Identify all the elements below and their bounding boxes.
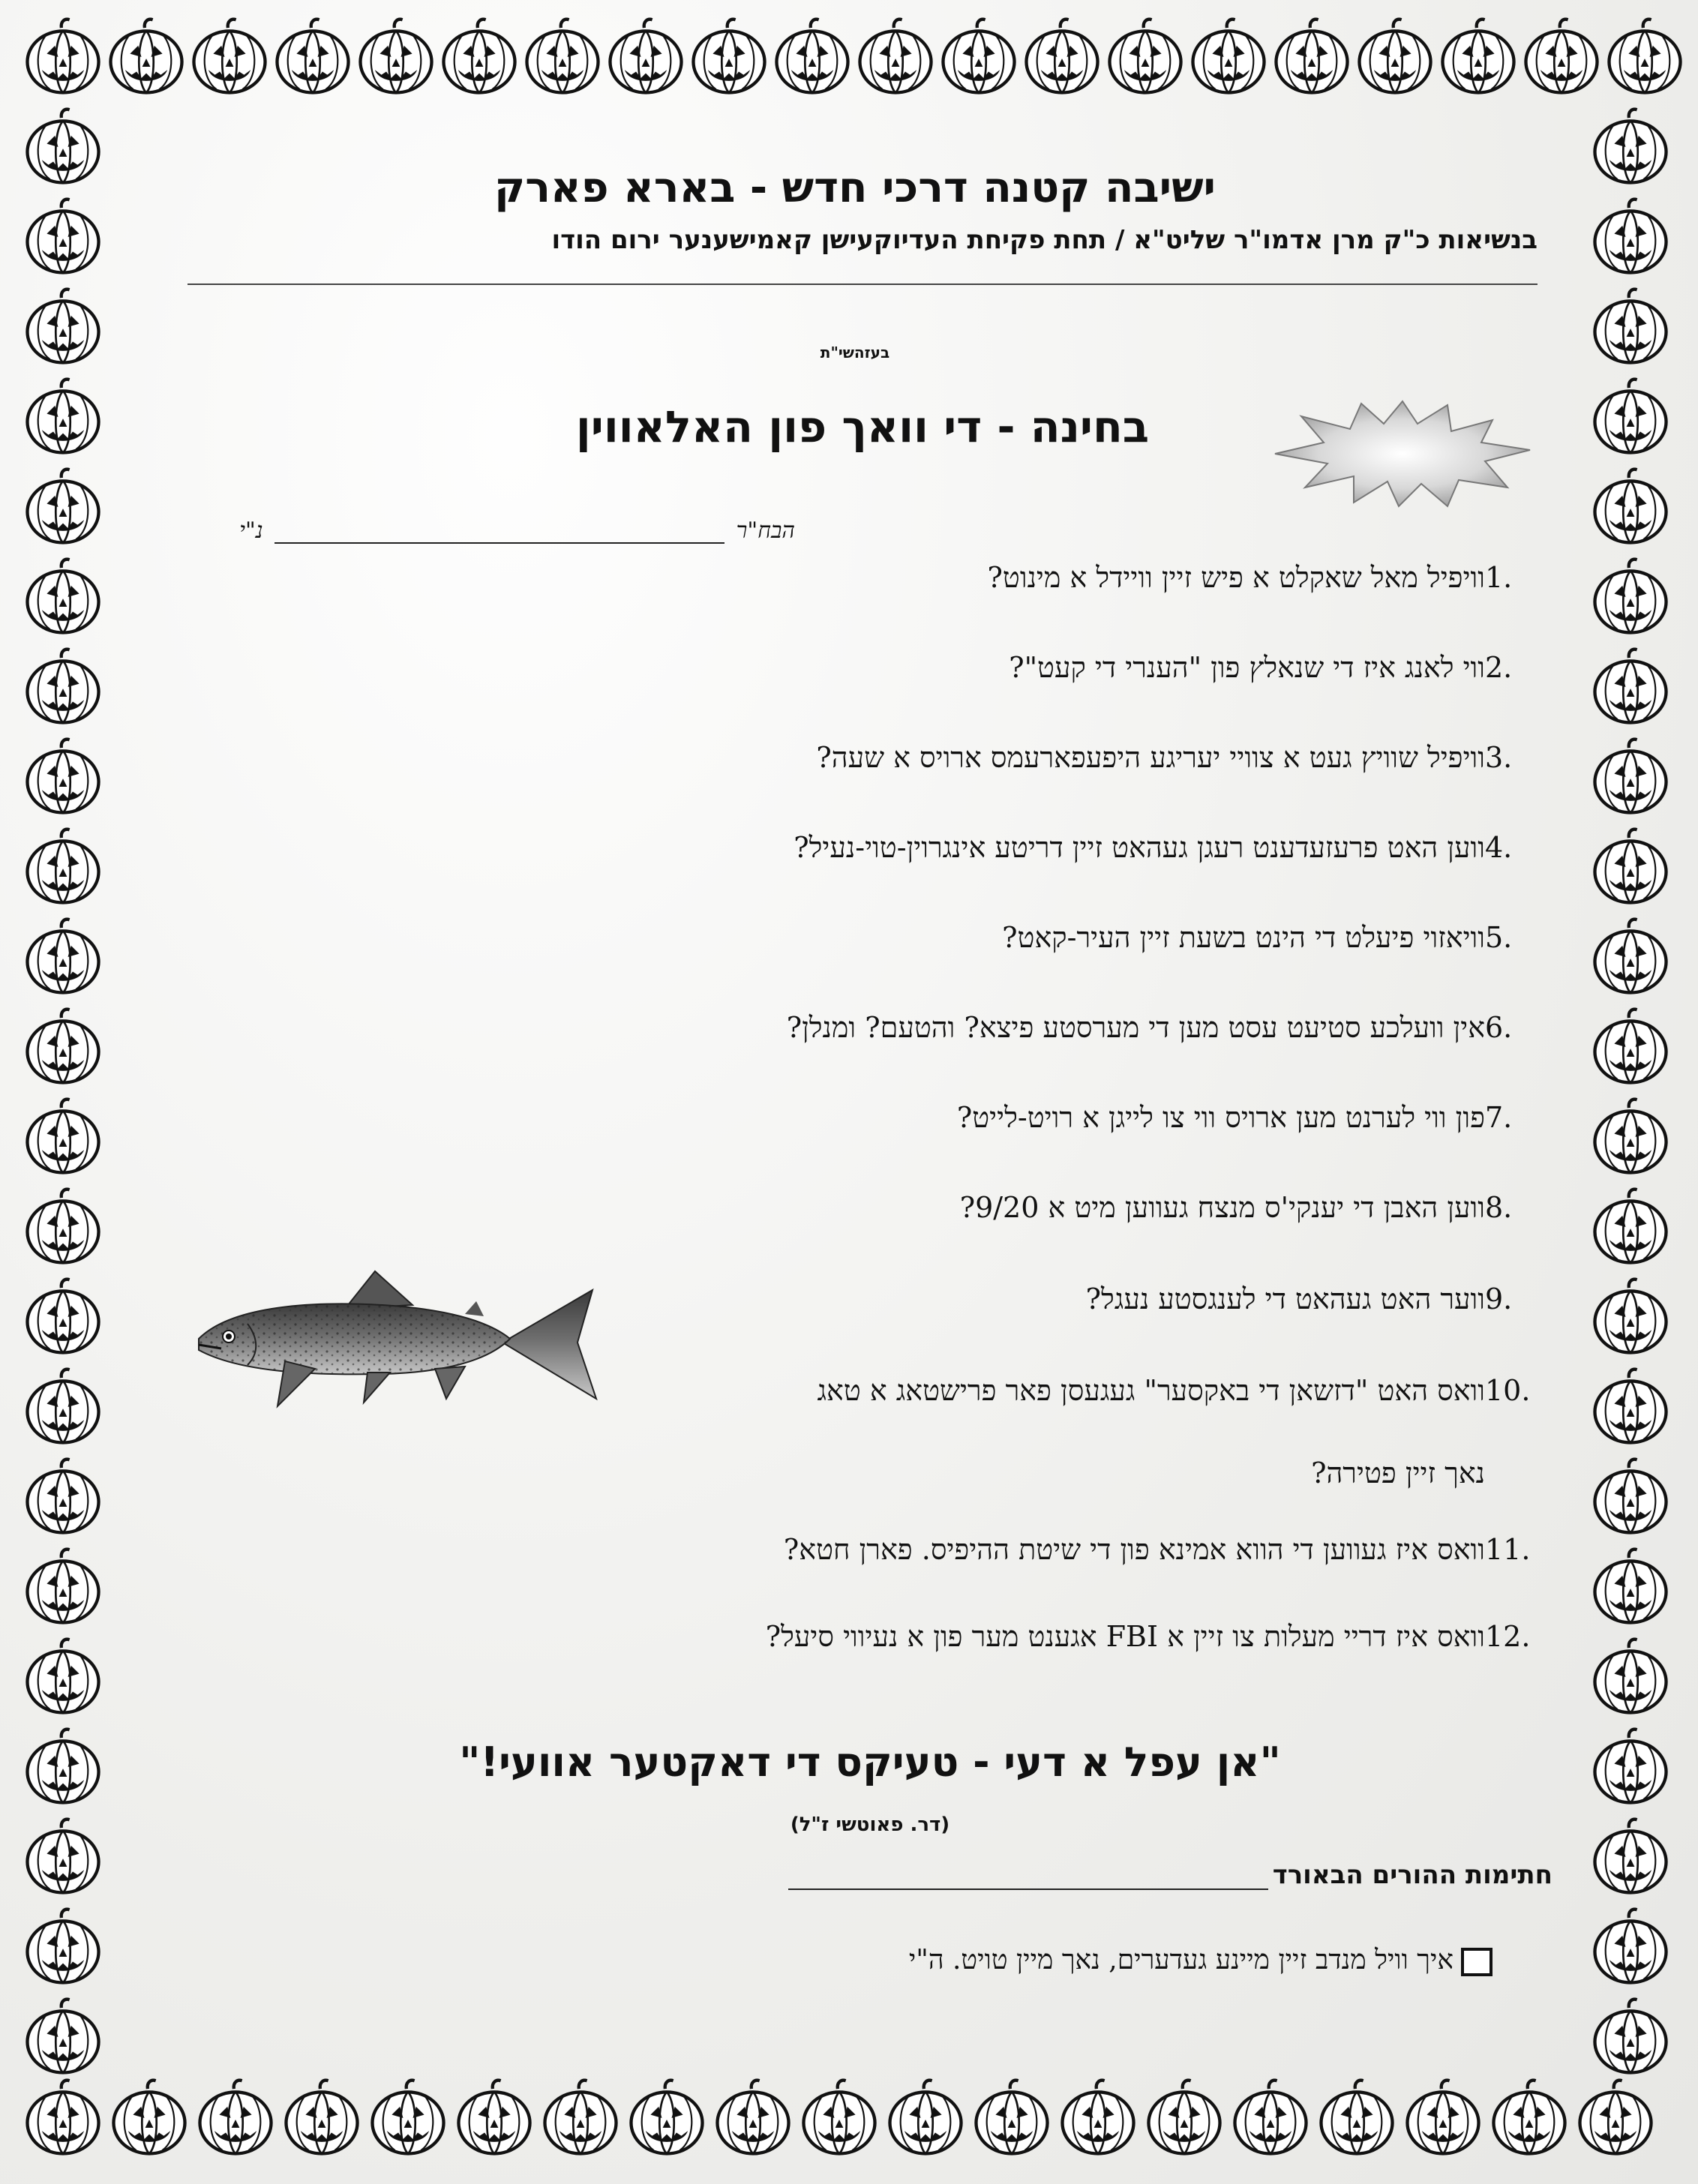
question-text-continuation: נאך זיין פטירה?	[1311, 1456, 1485, 1490]
jack-o-lantern-icon	[22, 1006, 104, 1088]
question-item	[570, 1620, 1545, 1665]
question-text: ווער האט געהאט די לענגסטע נעגל?	[1085, 1282, 1485, 1316]
jack-o-lantern-icon	[522, 16, 603, 98]
jack-o-lantern-icon	[626, 2078, 707, 2158]
jack-o-lantern-icon	[1590, 556, 1671, 638]
jack-o-lantern-icon	[22, 736, 104, 818]
jack-o-lantern-icon	[938, 16, 1019, 98]
fish-icon	[188, 1268, 600, 1418]
question-item	[570, 741, 1545, 786]
exam-title: בחינה - די וואך פון האלאווין	[575, 401, 1150, 452]
jack-o-lantern-icon	[22, 1546, 104, 1628]
jack-o-lantern-icon	[605, 16, 686, 98]
question-number: 6.	[1485, 1011, 1513, 1044]
signature-blank[interactable]	[788, 1866, 1268, 1890]
jack-o-lantern-icon	[1058, 2078, 1138, 2158]
question-number: 1.	[1485, 561, 1513, 594]
jack-o-lantern-icon	[1590, 1726, 1671, 1808]
jack-o-lantern-icon	[1402, 2078, 1484, 2158]
header-divider	[188, 284, 1538, 285]
jack-o-lantern-icon	[368, 2078, 448, 2158]
question-number: 4.	[1485, 831, 1513, 864]
jack-o-lantern-icon	[189, 16, 270, 98]
jack-o-lantern-icon	[1271, 16, 1352, 98]
jack-o-lantern-icon	[22, 106, 104, 188]
question-text: וואס איז דריי מעלות צו זיין א FBI אגענט מער פון א נעיווי סיעל?	[765, 1620, 1485, 1653]
question-text: ווען האט פרעזעדענט רעגן געהאט זיין דריטע אינגרוין-טוי-נעיל?	[794, 831, 1485, 864]
jack-o-lantern-icon	[1230, 2078, 1311, 2158]
question-text: וויפיל מאל שאקלט א פיש זיין וויידל א מינוט?	[987, 561, 1485, 594]
jack-o-lantern-icon	[1575, 2078, 1656, 2158]
jack-o-lantern-icon	[22, 16, 104, 98]
jack-o-lantern-icon	[22, 1366, 104, 1448]
student-suffix: נ"י	[239, 518, 263, 544]
jack-o-lantern-icon	[1590, 646, 1671, 728]
jack-o-lantern-icon	[22, 1096, 104, 1178]
student-name-blank[interactable]	[274, 521, 724, 544]
jack-o-lantern-icon	[799, 2078, 880, 2158]
jack-o-lantern-icon	[1590, 1906, 1671, 1988]
jack-o-lantern-icon	[1590, 106, 1671, 188]
jack-o-lantern-icon	[1144, 2078, 1225, 2158]
question-text: פון ווי לערנט מען ארויס ווי צו לייגן א רויט-לייט?	[956, 1101, 1485, 1134]
jack-o-lantern-icon	[1590, 1276, 1671, 1358]
jack-o-lantern-icon	[22, 556, 104, 638]
jack-o-lantern-icon	[1188, 16, 1269, 98]
jack-o-lantern-icon	[688, 16, 770, 98]
question-item	[570, 1101, 1545, 1146]
question-item	[570, 561, 1545, 606]
question-text: וויאזוי פיעלט די הינט בשעת זיין העיר-קאט?	[1002, 921, 1485, 954]
jack-o-lantern-icon	[109, 2078, 190, 2158]
jack-o-lantern-icon	[22, 1636, 104, 1718]
jack-o-lantern-icon	[540, 2078, 621, 2158]
jack-o-lantern-icon	[281, 2078, 362, 2158]
jack-o-lantern-icon	[22, 2078, 104, 2158]
volunteer-text: איך וויל מנדב זיין מיינע געדערים, נאך מיין טויט. ה"י	[908, 1945, 1454, 1976]
question-number: 10.	[1485, 1374, 1531, 1407]
jack-o-lantern-icon	[1590, 1816, 1671, 1898]
question-text: ווען האבן די יענקי'ס מנצח געווען מיט א 9/20?	[959, 1191, 1485, 1224]
student-name-line[interactable]	[180, 518, 795, 548]
slogan-source: (דר. פאוטשי ז"ל)	[790, 1814, 950, 1836]
question-number: 8.	[1485, 1191, 1513, 1224]
jack-o-lantern-icon	[971, 2078, 1052, 2158]
jack-o-lantern-icon	[22, 1816, 104, 1898]
question-number: 11.	[1485, 1533, 1531, 1566]
question-text: אין וועלכע סטיעט עסט מען די מערסטע פיצא? והטעם? ומנלן?	[786, 1011, 1485, 1044]
jack-o-lantern-icon	[1590, 826, 1671, 908]
question-item	[570, 1282, 1545, 1328]
jack-o-lantern-icon	[356, 16, 436, 98]
question-number: 3.	[1485, 741, 1513, 774]
jack-o-lantern-icon	[22, 1906, 104, 1988]
jack-o-lantern-icon	[1590, 1456, 1671, 1538]
jack-o-lantern-icon	[1590, 466, 1671, 548]
question-item	[570, 831, 1545, 876]
jack-o-lantern-icon	[22, 1456, 104, 1538]
question-number: 12.	[1485, 1620, 1531, 1653]
starburst-icon	[1268, 398, 1538, 510]
question-number: 9.	[1485, 1282, 1513, 1316]
jack-o-lantern-icon	[22, 826, 104, 908]
question-item	[570, 1191, 1545, 1236]
jack-o-lantern-icon	[1590, 1186, 1671, 1268]
jack-o-lantern-icon	[712, 2078, 794, 2158]
jack-o-lantern-icon	[1590, 1096, 1671, 1178]
jack-o-lantern-icon	[1590, 286, 1671, 368]
jack-o-lantern-icon	[1521, 16, 1602, 98]
question-text: וואס איז געווען די הווא אמינא פון די שיטת ההיפיס. פארן חטא?	[783, 1533, 1485, 1566]
jack-o-lantern-icon	[22, 1276, 104, 1358]
slogan: "אן עפל א דעי - טעיקס די דאקטער אוועי!"	[459, 1738, 1281, 1786]
jack-o-lantern-icon	[22, 916, 104, 998]
parent-signature-line[interactable]	[630, 1860, 1552, 1890]
question-text: וויפיל שוויץ געט א צוויי יעריגע היפעפארעמס ארויס א שעה?	[816, 741, 1485, 774]
jack-o-lantern-icon	[1590, 1366, 1671, 1448]
jack-o-lantern-icon	[272, 16, 353, 98]
jack-o-lantern-icon	[22, 286, 104, 368]
jack-o-lantern-icon	[1438, 16, 1519, 98]
question-item	[570, 1374, 1545, 1419]
jack-o-lantern-icon	[1590, 1636, 1671, 1718]
jack-o-lantern-icon	[1590, 1006, 1671, 1088]
jack-o-lantern-icon	[1354, 16, 1436, 98]
question-item	[570, 921, 1545, 966]
jack-o-lantern-icon	[1604, 16, 1685, 98]
jack-o-lantern-icon	[106, 16, 187, 98]
jack-o-lantern-icon	[22, 1186, 104, 1268]
question-text: וואס האט "דזשאן די באקסער" געגעסן פאר פרישטאג א טאג	[817, 1374, 1485, 1407]
jack-o-lantern-icon	[1316, 2078, 1397, 2158]
question-text: ווי לאנג איז די שנאלץ פון "הענרי די קעט"?	[1009, 651, 1485, 684]
jack-o-lantern-icon	[22, 1996, 104, 2078]
jack-o-lantern-icon	[1590, 736, 1671, 818]
jack-o-lantern-icon	[195, 2078, 276, 2158]
jack-o-lantern-icon	[22, 646, 104, 728]
question-item	[570, 651, 1545, 696]
jack-o-lantern-icon	[22, 466, 104, 548]
jack-o-lantern-icon	[855, 16, 936, 98]
question-item	[570, 1533, 1545, 1578]
question-number: 2.	[1485, 651, 1513, 684]
question-item	[570, 1011, 1545, 1056]
jack-o-lantern-icon	[1590, 196, 1671, 278]
jack-o-lantern-icon	[439, 16, 520, 98]
jack-o-lantern-icon	[454, 2078, 535, 2158]
jack-o-lantern-icon	[1590, 376, 1671, 458]
signature-label: חתימות ההורים הבאורד	[1272, 1860, 1552, 1890]
school-subtitle: בנשיאות כ"ק מרן אדמו"ר שליט"א / תחת פקיחת העדיוקעישן קאמישענער ירום הודו	[551, 225, 1538, 255]
question-number: 5.	[1485, 921, 1513, 954]
jack-o-lantern-icon	[1590, 916, 1671, 998]
question-number: 7.	[1485, 1101, 1513, 1134]
jack-o-lantern-icon	[1105, 16, 1186, 98]
besiyata-text: בעזהשי"ת	[820, 344, 890, 362]
volunteer-row[interactable]	[735, 1944, 1492, 1976]
jack-o-lantern-icon	[22, 376, 104, 458]
school-title: ישיבה קטנה דרכי חדש - בארא פארק	[494, 164, 1216, 212]
jack-o-lantern-icon	[1590, 1996, 1671, 2078]
jack-o-lantern-icon	[772, 16, 853, 98]
jack-o-lantern-icon	[885, 2078, 966, 2158]
student-label: הבח"ר	[736, 518, 795, 544]
jack-o-lantern-icon	[22, 1726, 104, 1808]
jack-o-lantern-icon	[1022, 16, 1102, 98]
jack-o-lantern-icon	[22, 196, 104, 278]
volunteer-checkbox[interactable]	[1461, 1948, 1492, 1976]
jack-o-lantern-icon	[1489, 2078, 1570, 2158]
jack-o-lantern-icon	[1590, 1546, 1671, 1628]
